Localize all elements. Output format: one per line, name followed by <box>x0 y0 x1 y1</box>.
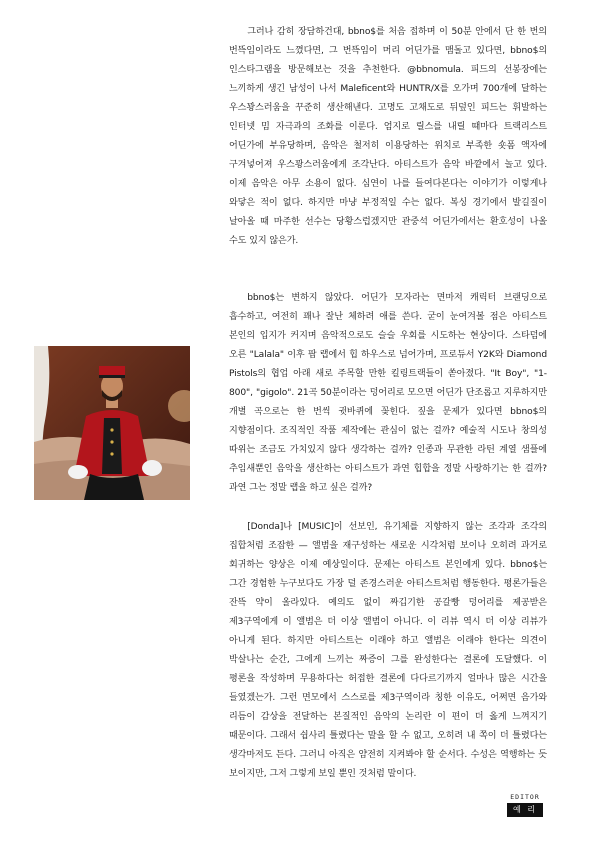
artist-photo <box>34 346 190 500</box>
article-paragraph-3: [Donda]나 [MUSIC]이 선보인, 유기체를 지향하지 않는 조각과 조각의 집합처럼 조잡한 — 앨범을 재구성하는 새로운 시각처럼 보이나 오히려 과거로 회귀하는 양상은 이제 예상일이다. 문제는 아티스트 본인에게 있다. bbno$는 그간 경험한 누구보다도 가장 덜 존경스러운 아티스트처럼 행동한다. 평론가들은 잔뜩 약이 올라있다. 예의도 없이 짜깁기한 공갈빵 덩어리를 제공받은 제3구역에게 이 앨범은 더 이상 앨범이 아니다. 이 리뷰 역시 더 이상 리뷰가 아니게 된다. 하지만 아티스트는 이래야 하고 앨범은 이래야 한다는 의견이 박살나는 순간, 그에게 느끼는 짜증이 그를 완성한다는 결론에 도달했다. 이 평론을 작성하며 무용하다는 허접한 결론에 다다르기까지 얼마나 많은 시간을 들였겠는가. 그런 면모에서 스스로를 제3구역이라 칭한 이유도, 어쩌면 음가와 리듬이 감상을 전달하는 본질적인 음악의 논리란 이 편이 더 옳게 느껴지기 때문이다. 그래서 쉽사리 틀렸다는 말을 할 수 없고, 오히려 내 쪽이 더 틀렸다는 생각마저도 든다. 그러니 아직은 얌전히 지켜봐야 할 순서다. 수성은 역행하는 듯 보이지만, 그저 그렇게 보일 뿐인 것처럼 말이다. <box>229 522 547 779</box>
editor-credit <box>507 793 543 817</box>
article-paragraph-1: 그러나 감히 장담하건대, bbno$를 처음 접하며 이 50분 안에서 단 한 번의 번뜩임이라도 느꼈다면, 그 번뜩임이 머리 어딘가를 맴돌고 있다면, bbno$의 인스타그램을 방문해보는 것을 추천한다. @bbnomula. 피드의 선봉장에는 느끼하게 생긴 남성이 나서 Maleficent와 HUNTR/X를 오가며 700개에 달하는 우스꽝스러움을 꾸준히 생산해낸다. 고명도 고채도로 뒤덮인 피드는 휘발하는 인터넷 밈 자극과의 조화를 이룬다. 엄지로 릴스를 내릴 때마다 트랙리스트 어딘가에 부유당하며, 음악은 철저히 이용당하는 위치로 부족한 숏폼 액자에 구겨넣어져 우스꽝스러움에게 조각난다. 아티스트가 음악 바깥에서 놀고 있다. 이제 음악은 아무 소용이 없다. 심연이 나를 들여다본다는 이야기가 이렇게나 와닿은 적이 없다. 하지만 마냥 부정적일 수는 없다. 복싱 경기에서 발길질이 날아올 때 마주한 선수는 당황스럽겠지만 관중석 어딘가에서는 환호성이 나올 수도 있지 않은가. <box>229 27 547 246</box>
editor-label: EDITOR <box>510 793 540 801</box>
article-paragraph-2: bbno$는 변하지 않았다. 어딘가 모자라는 면마저 캐릭터 브랜딩으로 흡수하고, 여전히 꽤나 잘난 체하려 애를 쓴다. 굳이 눈여겨볼 점은 아티스트 본인의 입지가 커지며 음악적으로도 슬슬 우회를 시도하는 현상이다. 스타덤에 오른 "Lalala" 이후 팝 랩에서 힙 하우스로 넘어가며, 프로듀서 Y2K와 Diamond Pistols의 협업 아래 새로 주목할 만한 킬링트랙들이 쏟아졌다. "It Boy", "1-800", "gigolo". 21곡 50분이라는 덩어리로 모으면 어딘가 단조롭고 지루하지만 개별 곡으로는 한 번씩 귓바퀴에 꽂힌다. 짚을 문제가 있다면 bbno$의 지향점이다. 조직적인 작품 제작에는 관심이 없는 걸까? 예술적 시도나 창의성 따위는 조금도 가치있지 않다 생각하는 걸까? 인종과 무관한 라틴 계열 샘플에 추임새뿐인 음악을 생산하는 아티스트가 과연 힙합을 정말 사랑하기는 한 걸까? 과연 그는 정말 랩을 하고 싶은 걸까? <box>229 293 547 493</box>
editor-name: 예 리 <box>507 803 543 817</box>
